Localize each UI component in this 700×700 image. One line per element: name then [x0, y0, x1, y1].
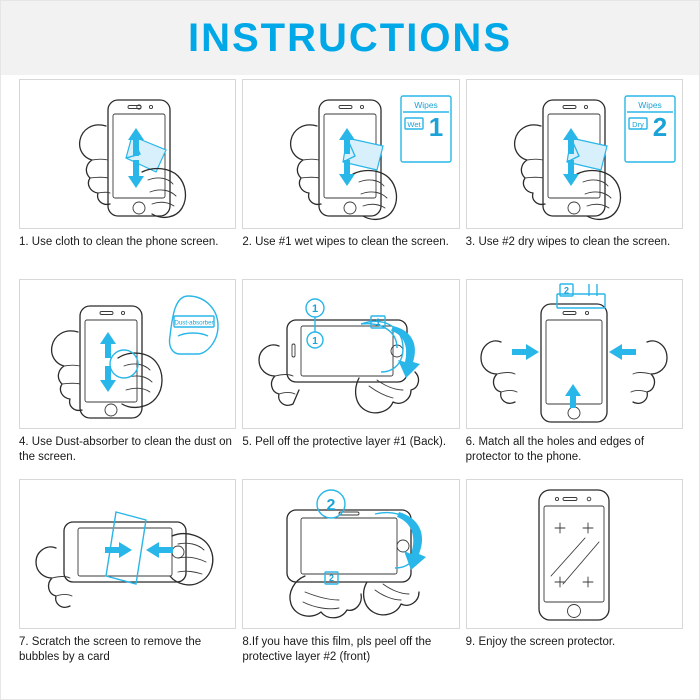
dust-absorber-drawing — [20, 280, 234, 428]
step-8-caption: 8.If you have this film, pls peel off the protective layer #2 (front) — [242, 636, 432, 663]
svg-text:2: 2 — [563, 285, 569, 296]
phone-wet-wipe-drawing — [243, 80, 457, 228]
align-protector-drawing — [467, 280, 681, 428]
step-1-caption: 1. Use cloth to clean the phone screen. — [19, 236, 219, 248]
step-3 — [466, 79, 683, 275]
svg-text:1: 1 — [429, 112, 444, 142]
step-7-caption: 7. Scratch the screen to remove the bubbles by a card — [19, 636, 202, 663]
peel-layer-2-drawing — [243, 480, 457, 628]
step-9-caption: 9. Enjoy the screen protector. — [465, 636, 616, 648]
phone-cloth-drawing — [20, 80, 234, 228]
svg-text:1: 1 — [312, 336, 319, 347]
svg-text:Dust-absorber: Dust-absorber — [174, 319, 214, 327]
step-9 — [466, 479, 683, 675]
svg-text:Wet: Wet — [407, 120, 421, 129]
svg-text:2: 2 — [329, 573, 335, 583]
step-9-illustration — [466, 479, 683, 629]
steps-grid — [19, 79, 683, 675]
step-2-caption: 2. Use #1 wet wipes to clean the screen. — [242, 236, 449, 248]
svg-text:1: 1 — [312, 303, 319, 315]
step-4-illustration — [19, 279, 236, 429]
svg-text:1: 1 — [375, 317, 381, 327]
finished-phone-drawing — [467, 480, 681, 628]
svg-text:Dry: Dry — [631, 120, 644, 129]
step-6-illustration — [466, 279, 683, 429]
step-3-illustration — [466, 79, 683, 229]
step-7-illustration — [19, 479, 236, 629]
phone-dry-wipe-drawing — [467, 80, 681, 228]
page-title: INSTRUCTIONS — [188, 15, 512, 60]
svg-text:2: 2 — [326, 497, 336, 514]
step-2-illustration — [242, 79, 459, 229]
svg-text:Wipes: Wipes — [414, 100, 439, 110]
step-2 — [242, 79, 459, 275]
step-5-caption: 5. Pell off the protective layer #1 (Back). — [242, 436, 447, 448]
step-5-illustration — [242, 279, 459, 429]
step-7 — [19, 479, 236, 675]
step-1 — [19, 79, 236, 275]
peel-layer-1-drawing — [243, 280, 457, 428]
header — [1, 1, 699, 75]
step-4 — [19, 279, 236, 475]
step-8-illustration — [242, 479, 459, 629]
svg-text:2: 2 — [652, 112, 667, 142]
scratch-bubbles-drawing — [20, 480, 234, 628]
step-1-illustration — [19, 79, 236, 229]
step-3-caption: 3. Use #2 dry wipes to clean the screen. — [465, 236, 671, 248]
step-5 — [242, 279, 459, 475]
step-4-caption: 4. Use Dust-absorber to clean the dust on the screen. — [19, 436, 232, 463]
svg-text:Wipes: Wipes — [637, 100, 662, 110]
step-8 — [242, 479, 459, 675]
step-6 — [466, 279, 683, 475]
step-6-caption: 6. Match all the holes and edges of protector to the phone. — [465, 436, 645, 463]
